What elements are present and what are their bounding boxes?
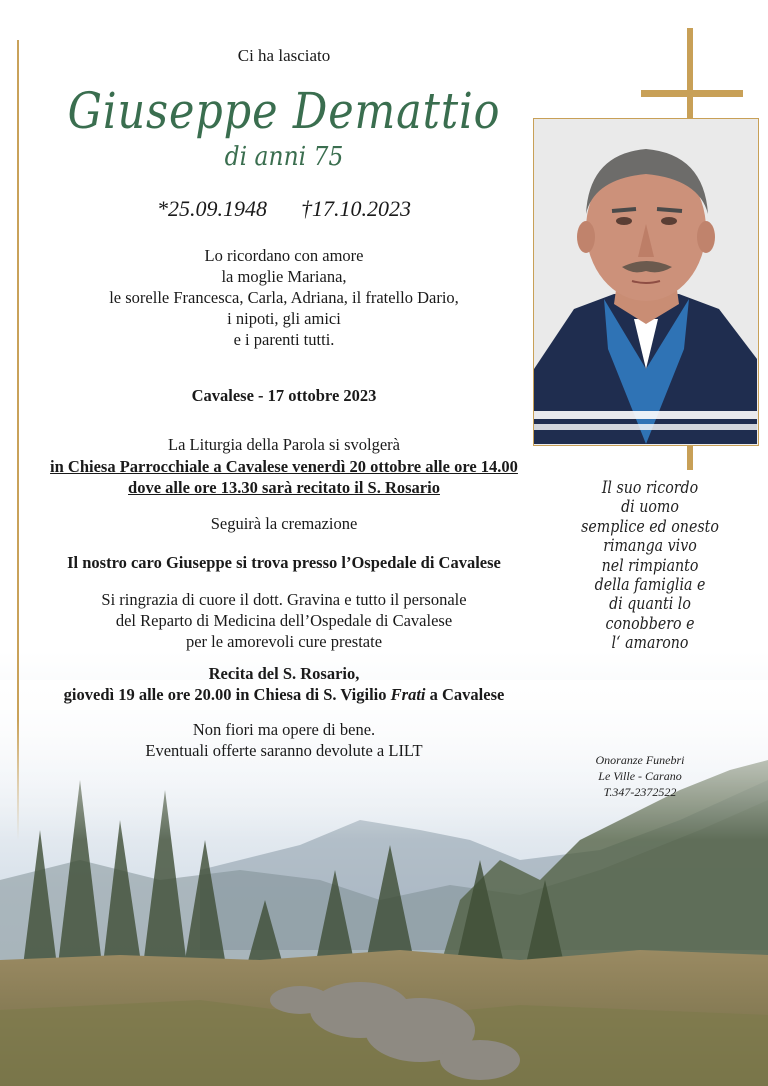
memorial-poem	[568, 478, 731, 653]
mourners-line: la moglie Mariana,	[221, 267, 347, 286]
poem-line: nel rimpianto	[601, 555, 699, 575]
thanks-line: per le amorevoli cure prestate	[185, 632, 383, 651]
deceased-age: di anni 75	[224, 142, 344, 172]
poem-line: conobbero e	[605, 613, 695, 633]
funeral-home-name: Onoranze Funebri	[595, 753, 685, 767]
cremation-note: Seguirà la cremazione	[210, 514, 358, 533]
funeral-home-phone: T.347-2372522	[603, 785, 677, 799]
rosary-details	[0, 684, 568, 705]
mourners-line: e i parenti tutti.	[233, 330, 335, 349]
rosary-town: a Cavalese	[425, 685, 505, 704]
donation-note: Eventuali offerte saranno devolute a LILT	[145, 741, 423, 760]
rosary-title: Recita del S. Rosario,	[208, 664, 360, 683]
funeral-home-location: Le Ville - Carano	[598, 769, 682, 783]
liturgy-details: in Chiesa Parrocchiale a Cavalese venerdì 20 ottobre alle ore 14.00	[50, 457, 518, 476]
flowers-note: Non fiori ma opere di bene.	[192, 720, 376, 739]
rosary-text: giovedì 19 alle ore 20.00 in Chiesa di S. Vigilio	[63, 685, 391, 704]
mourners-line: le sorelle Francesca, Carla, Adriana, il fratello Dario,	[109, 288, 459, 307]
place-date: Cavalese - 17 ottobre 2023	[191, 386, 377, 405]
mourners-line: i nipoti, gli amici	[227, 309, 341, 328]
funeral-home-info	[570, 752, 710, 800]
intro-text: Ci ha lasciato	[237, 46, 331, 65]
liturgy-intro: La Liturgia della Parola si svolgerà	[168, 435, 400, 454]
poem-line: di uomo	[621, 497, 679, 517]
poem-line: l‘ amarono	[611, 633, 689, 653]
poem-line: rimanga vivo	[603, 536, 697, 556]
portrait-illustration	[534, 119, 757, 444]
body-location: Il nostro caro Giuseppe si trova presso l’Ospedale di Cavalese	[67, 553, 501, 572]
birth-date: *25.09.1948	[157, 196, 267, 221]
life-dates	[0, 196, 568, 222]
poem-line: Il suo ricordo	[601, 478, 699, 497]
liturgy-rosary: dove alle ore 13.30 sarà recitato il S. Rosario	[128, 478, 440, 497]
thanks-line: del Reparto di Medicina dell’Ospedale di Cavalese	[115, 611, 453, 630]
poem-line: semplice ed onesto	[581, 516, 719, 536]
cross-arm	[641, 90, 743, 97]
death-date: †17.10.2023	[301, 196, 411, 221]
poem-line: della famiglia e	[594, 575, 706, 595]
portrait-photo	[533, 118, 759, 446]
rosary-church-name: Frati	[390, 685, 426, 704]
deceased-name: Giuseppe Demattio	[67, 82, 501, 140]
thanks-line: Si ringrazia di cuore il dott. Gravina e tutto il personale	[101, 590, 467, 609]
poem-line: di quanti lo	[609, 594, 691, 614]
mourners-line: Lo ricordano con amore	[204, 246, 364, 265]
